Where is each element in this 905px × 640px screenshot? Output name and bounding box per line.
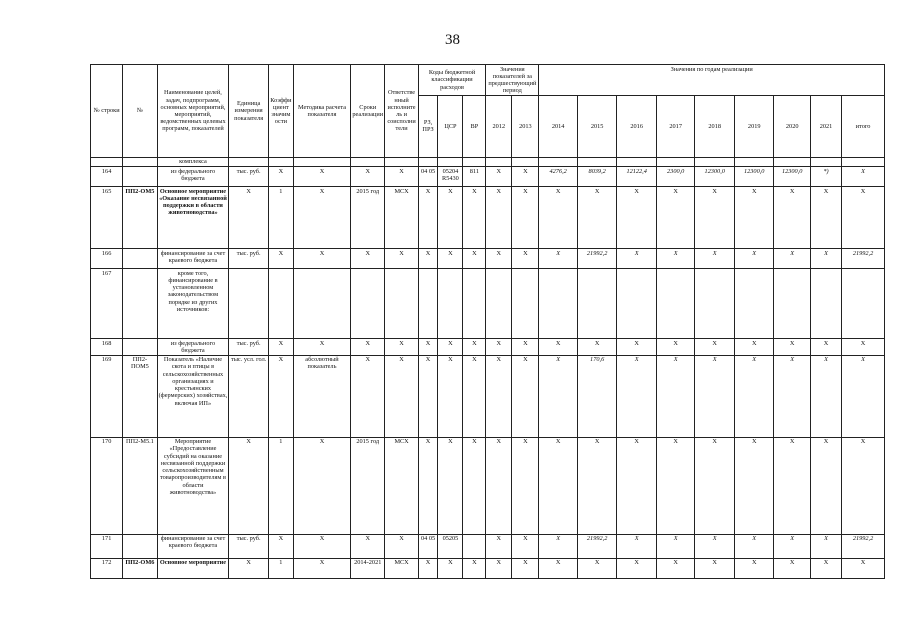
cell-y2016: 12122,4: [617, 167, 657, 187]
cell-terms: 2015 год: [351, 437, 385, 534]
cell-total: X: [842, 355, 885, 437]
cell-y2016: [617, 269, 657, 339]
cell-rz: X: [418, 339, 438, 355]
cell-code: [123, 534, 157, 558]
cell-terms: X: [351, 249, 385, 269]
cell-csr: X: [438, 558, 463, 578]
cell-method: X: [293, 558, 350, 578]
cell-terms: 2014-2021: [351, 558, 385, 578]
cell-resp: [385, 269, 418, 339]
cell-code: ПП2-ОМ6: [123, 558, 157, 578]
cell-num: 169: [91, 355, 123, 437]
cell-y2016: X: [617, 355, 657, 437]
cell-y2018: X: [695, 249, 735, 269]
cell-y2017: 2300,0: [656, 167, 694, 187]
cell-rz: X: [418, 355, 438, 437]
cell-resp: X: [385, 339, 418, 355]
cell-y2020: X: [774, 437, 810, 534]
cell-y2020: X: [774, 558, 810, 578]
cell-y2012: X: [486, 187, 512, 249]
cell-method: X: [293, 187, 350, 249]
cell-y2017: X: [656, 355, 694, 437]
cell-rz: X: [418, 437, 438, 534]
cell-coef: X: [268, 339, 293, 355]
cell-y2020: X: [774, 534, 810, 558]
cell-y2014: X: [539, 339, 577, 355]
cell-y2020: X: [774, 187, 810, 249]
cell-y2016: X: [617, 339, 657, 355]
cell-y2021: [810, 269, 841, 339]
cell-y2013: X: [512, 534, 539, 558]
cell-coef: X: [268, 249, 293, 269]
cell-terms: X: [351, 339, 385, 355]
cell-y2019: X: [734, 249, 774, 269]
header-year-2020: 2020: [774, 95, 810, 157]
table-row: [91, 167, 885, 187]
cell-y2019: X: [734, 534, 774, 558]
header-rz: РЗ, ПРЗ: [418, 95, 438, 157]
cell-y2015: 170,6: [577, 355, 617, 437]
cell-code: [123, 167, 157, 187]
cell-y2012: X: [486, 167, 512, 187]
cell-code: [123, 339, 157, 355]
cell-y2019: X: [734, 187, 774, 249]
cell-coef: 1: [268, 437, 293, 534]
cell-total: [842, 269, 885, 339]
cell-unit: X: [229, 558, 269, 578]
cell-terms: X: [351, 167, 385, 187]
cell-unit: тыс. усл. гол.: [229, 355, 269, 437]
header-year-2017: 2017: [656, 95, 694, 157]
cell-y2017: X: [656, 558, 694, 578]
cell-coef: X: [268, 167, 293, 187]
cell-y2015: 21992,2: [577, 249, 617, 269]
header-responsible: Ответственный исполнитель и соисполнители: [385, 65, 418, 158]
cell-y2019: X: [734, 437, 774, 534]
cell-resp: X: [385, 249, 418, 269]
page-number: 38: [445, 32, 460, 48]
cell-y2021: X: [810, 355, 841, 437]
header-code: №: [123, 65, 157, 158]
cell-y2014: X: [539, 437, 577, 534]
cell-csr: 05204 R5430: [438, 167, 463, 187]
cell-y2014: X: [539, 249, 577, 269]
cell-num: 164: [91, 167, 123, 187]
cell-y2013: X: [512, 355, 539, 437]
cell-csr: X: [438, 339, 463, 355]
cell-num: 170: [91, 437, 123, 534]
header-total: итого: [842, 95, 885, 157]
cell-resp: X: [385, 534, 418, 558]
cell-method: X: [293, 437, 350, 534]
cell-y2020: X: [774, 355, 810, 437]
cell-total: 21992,2: [842, 534, 885, 558]
cell-y2021: X: [810, 339, 841, 355]
cell-rz: X: [418, 249, 438, 269]
cell-rz: X: [418, 187, 438, 249]
cell-unit: X: [229, 187, 269, 249]
cell-num: 166: [91, 249, 123, 269]
cell-y2015: 8039,2: [577, 167, 617, 187]
table-row: [91, 269, 885, 339]
cell-terms: 2015 год: [351, 187, 385, 249]
header-implementation-years: Значения по годам реализации: [539, 65, 885, 96]
cell-y2020: X: [774, 249, 810, 269]
cell-y2012: X: [486, 339, 512, 355]
cell-vr: X: [463, 355, 486, 437]
cell-y2014: 4276,2: [539, 167, 577, 187]
cell-rz: X: [418, 558, 438, 578]
cell-csr: X: [438, 187, 463, 249]
cell-y2020: 12300,0: [774, 167, 810, 187]
cell-coef: [268, 269, 293, 339]
cell-code: ПП2-М5.1: [123, 437, 157, 534]
cell-y2014: X: [539, 534, 577, 558]
cell-coef: 1: [268, 187, 293, 249]
cell-method: абсолютный показатель: [293, 355, 350, 437]
cell-method: X: [293, 167, 350, 187]
cell-y2016: X: [617, 437, 657, 534]
header-year-2014: 2014: [539, 95, 577, 157]
cell-code: ПП2-ОМ5: [123, 187, 157, 249]
cell-y2017: X: [656, 437, 694, 534]
table-body: [91, 157, 885, 578]
cell-vr: 811: [463, 167, 486, 187]
header-year-2013: 2013: [512, 95, 539, 157]
cell-resp: X: [385, 167, 418, 187]
cell-name: кроме того, финансирование в установленном законодательством порядке из других источников:: [157, 269, 229, 339]
cell-y2016: X: [617, 249, 657, 269]
cell-coef: X: [268, 355, 293, 437]
cell-csr: 05205: [438, 534, 463, 558]
header-csr: ЦСР: [438, 95, 463, 157]
cell-name: Мероприятие «Предоставление субсидий на оказание несвязанной поддержки сельскохозяйственным товаропроизводителям в области животноводства»: [157, 437, 229, 534]
cell-terms: X: [351, 534, 385, 558]
cell-unit: тыс. руб.: [229, 339, 269, 355]
cell-y2013: X: [512, 558, 539, 578]
cell-method: [293, 269, 350, 339]
table-row: [91, 558, 885, 578]
cell-y2017: X: [656, 534, 694, 558]
cell-y2021: X: [810, 249, 841, 269]
cell-name: финансирование за счет краевого бюджета: [157, 249, 229, 269]
cell-y2017: X: [656, 249, 694, 269]
cell-code: ПП2-ПОМ5: [123, 355, 157, 437]
cell-csr: X: [438, 249, 463, 269]
cell-name: Показатель «Наличие скота и птицы в сельскохозяйственных организациях и крестьянских (фермерских) хозяйствах, включая ИП»: [157, 355, 229, 437]
cell-code: [123, 249, 157, 269]
cell-y2012: [486, 269, 512, 339]
cell-total: X: [842, 187, 885, 249]
cell-y2020: [774, 269, 810, 339]
cell-y2019: X: [734, 558, 774, 578]
table-row: [91, 187, 885, 249]
cell-total: X: [842, 167, 885, 187]
cell-y2019: 12300,0: [734, 167, 774, 187]
cell-y2016: X: [617, 187, 657, 249]
header-budget-codes: Коды бюджетной классификации расходов: [418, 65, 486, 96]
cell-y2019: X: [734, 339, 774, 355]
cell-total: X: [842, 558, 885, 578]
cell-y2019: [734, 269, 774, 339]
cell-unit: X: [229, 437, 269, 534]
cell-y2021: X: [810, 534, 841, 558]
cell-y2015: 21992,2: [577, 534, 617, 558]
cell-name: Основное мероприятие «Оказание несвязанной поддержки в области животноводства»: [157, 187, 229, 249]
cell-name: Основное мероприятие: [157, 558, 229, 578]
cell-y2013: X: [512, 187, 539, 249]
cell-rz: [418, 269, 438, 339]
cell-terms: [351, 269, 385, 339]
header-year-2019: 2019: [734, 95, 774, 157]
cell-coef: X: [268, 534, 293, 558]
cell-y2015: X: [577, 558, 617, 578]
cell-unit: [229, 269, 269, 339]
cell-y2018: X: [695, 534, 735, 558]
cell-vr: X: [463, 187, 486, 249]
cell-csr: [438, 269, 463, 339]
header-method: Методика расчета показателя: [293, 65, 350, 158]
program-table: [90, 64, 885, 579]
cell-method: X: [293, 534, 350, 558]
table-row-fragment: [91, 157, 885, 166]
header-terms: Сроки реализации: [351, 65, 385, 158]
cell-csr: X: [438, 437, 463, 534]
cell-unit: тыс. руб.: [229, 534, 269, 558]
cell-y2021: X: [810, 187, 841, 249]
cell-terms: X: [351, 355, 385, 437]
table-row: [91, 534, 885, 558]
cell-vr: X: [463, 249, 486, 269]
cell-code: [123, 269, 157, 339]
cell-num: 168: [91, 339, 123, 355]
cell-y2012: X: [486, 249, 512, 269]
cell-y2014: [539, 269, 577, 339]
cell-vr: X: [463, 558, 486, 578]
cell-vr: X: [463, 437, 486, 534]
cell-total: 21992,2: [842, 249, 885, 269]
cell-y2018: X: [695, 355, 735, 437]
cell-resp: МСХ: [385, 187, 418, 249]
cell-name: финансирование за счет краевого бюджета: [157, 534, 229, 558]
header-year-2016: 2016: [617, 95, 657, 157]
table-row: [91, 437, 885, 534]
cell-resp: X: [385, 355, 418, 437]
cell-resp: МСХ: [385, 437, 418, 534]
cell-unit: тыс. руб.: [229, 167, 269, 187]
cell-y2013: X: [512, 249, 539, 269]
table-row: [91, 249, 885, 269]
header-year-2021: 2021: [810, 95, 841, 157]
cell-y2021: *): [810, 167, 841, 187]
header-name: Наименование целей, задач, подпрограмм, основных мероприятий, мероприятий, ведомственных целевых программ, показателей: [157, 65, 229, 158]
cell-total: X: [842, 339, 885, 355]
cell-y2014: X: [539, 355, 577, 437]
cell-vr: [463, 269, 486, 339]
cell-resp: МСХ: [385, 558, 418, 578]
cell-num: 165: [91, 187, 123, 249]
cell-y2014: X: [539, 187, 577, 249]
cell-vr: [463, 534, 486, 558]
cell-rz: 04 05: [418, 167, 438, 187]
cell-total: X: [842, 437, 885, 534]
cell-name: из федерального бюджета: [157, 167, 229, 187]
cell-y2016: X: [617, 534, 657, 558]
cell-y2015: X: [577, 187, 617, 249]
cell-y2021: X: [810, 437, 841, 534]
row-name: комплекса: [157, 157, 229, 166]
cell-y2016: X: [617, 558, 657, 578]
cell-y2015: X: [577, 437, 617, 534]
cell-y2014: X: [539, 558, 577, 578]
header-vr: ВР: [463, 95, 486, 157]
cell-y2015: [577, 269, 617, 339]
cell-y2012: X: [486, 355, 512, 437]
cell-y2018: X: [695, 187, 735, 249]
cell-y2021: X: [810, 558, 841, 578]
cell-y2020: X: [774, 339, 810, 355]
cell-num: 171: [91, 534, 123, 558]
cell-num: 172: [91, 558, 123, 578]
table-row: [91, 355, 885, 437]
cell-y2019: X: [734, 355, 774, 437]
cell-y2017: X: [656, 339, 694, 355]
cell-y2018: 12300,0: [695, 167, 735, 187]
cell-y2018: X: [695, 339, 735, 355]
cell-y2017: [656, 269, 694, 339]
cell-y2013: [512, 269, 539, 339]
cell-y2013: X: [512, 437, 539, 534]
header-row-number: № строки: [91, 65, 123, 158]
cell-name: из федерального бюджета: [157, 339, 229, 355]
cell-y2013: X: [512, 167, 539, 187]
header-coefficient: Коэффициент значимости: [268, 65, 293, 158]
cell-y2012: X: [486, 534, 512, 558]
cell-coef: 1: [268, 558, 293, 578]
cell-vr: X: [463, 339, 486, 355]
cell-y2012: X: [486, 437, 512, 534]
cell-y2018: X: [695, 558, 735, 578]
cell-y2017: X: [656, 187, 694, 249]
cell-csr: X: [438, 355, 463, 437]
header-year-2018: 2018: [695, 95, 735, 157]
cell-y2012: X: [486, 558, 512, 578]
header-year-2012: 2012: [486, 95, 512, 157]
cell-y2018: [695, 269, 735, 339]
header-year-2015: 2015: [577, 95, 617, 157]
cell-y2013: X: [512, 339, 539, 355]
cell-unit: тыс. руб.: [229, 249, 269, 269]
header-unit: Единица измерения показателя: [229, 65, 269, 158]
cell-rz: 04 05: [418, 534, 438, 558]
table-row: [91, 339, 885, 355]
header-previous-period: Значения показателей за предшествующий период: [486, 65, 539, 96]
cell-num: 167: [91, 269, 123, 339]
cell-method: X: [293, 249, 350, 269]
cell-y2018: X: [695, 437, 735, 534]
cell-method: X: [293, 339, 350, 355]
cell-y2015: X: [577, 339, 617, 355]
